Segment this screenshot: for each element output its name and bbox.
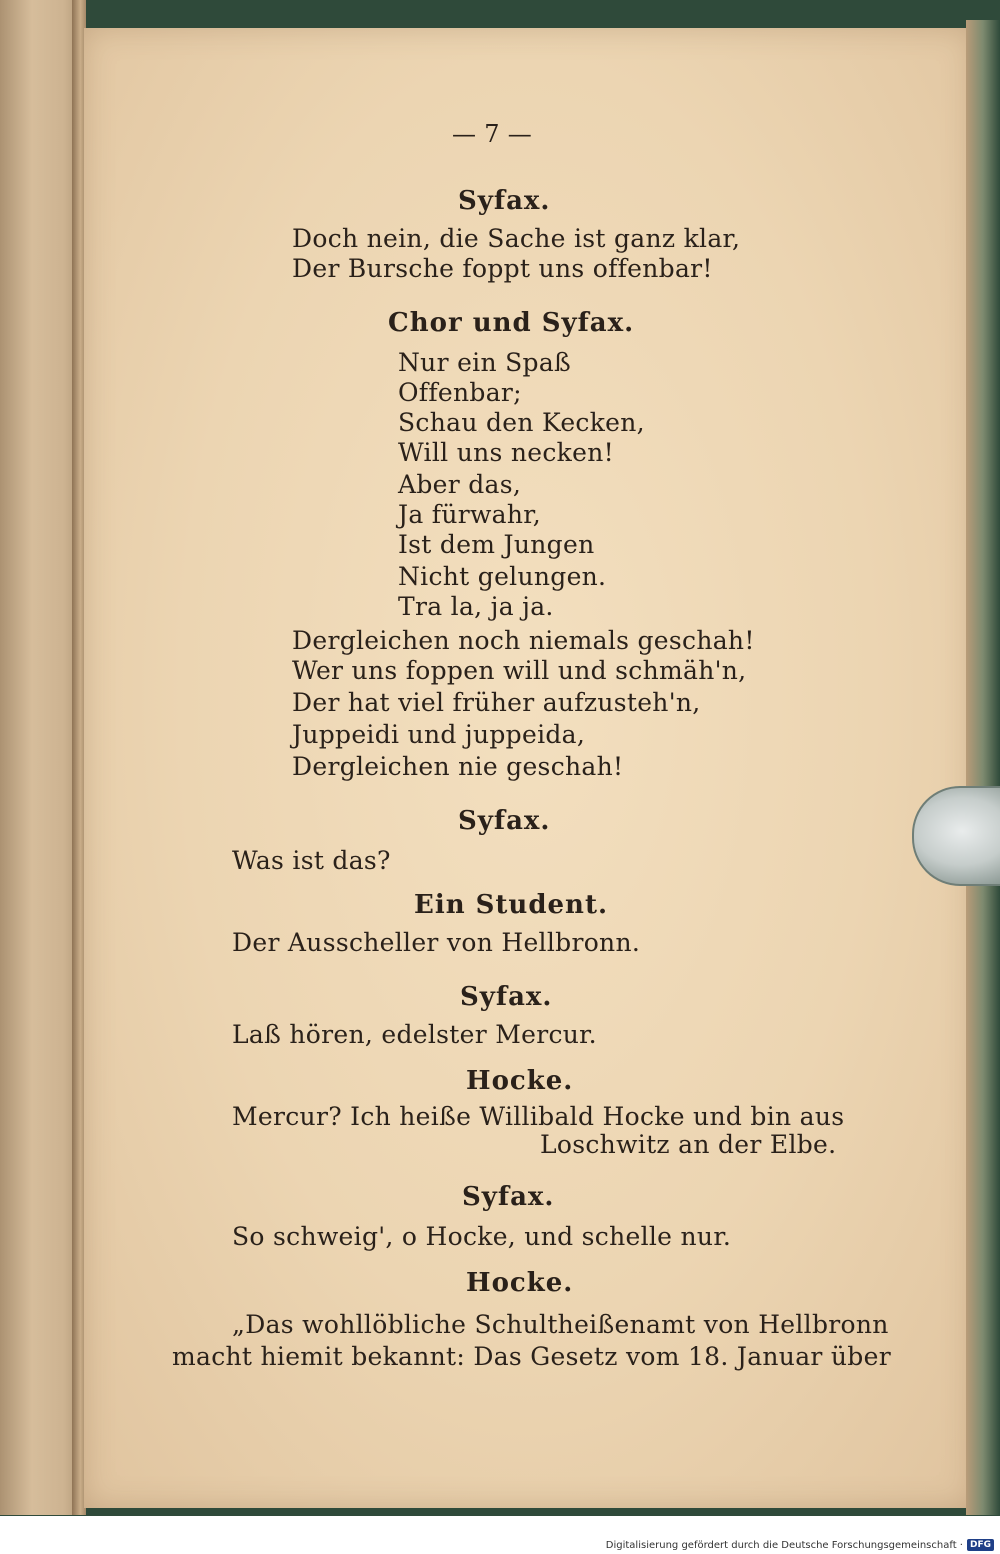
speaker-heading: Syfax.	[458, 806, 551, 836]
dialogue-line: macht hiemit bekannt: Das Gesetz vom 18. Januar über	[172, 1342, 891, 1371]
right-page-edge	[966, 20, 1000, 1515]
verse-line: Offenbar;	[398, 378, 522, 407]
dialogue-line: Der Ausscheller von Hellbronn.	[232, 928, 641, 957]
dialogue-line: So schweig', o Hocke, und schelle nur.	[232, 1222, 732, 1251]
verse-line: Der Bursche foppt uns offenbar!	[292, 254, 713, 283]
verse-line: Dergleichen nie geschah!	[292, 752, 624, 781]
speaker-heading: Hocke.	[466, 1066, 574, 1096]
verse-line: Ja fürwahr,	[398, 500, 542, 529]
speaker-heading: Ein Student.	[414, 890, 609, 920]
verse-line: Doch nein, die Sache ist ganz klar,	[292, 224, 741, 253]
speaker-heading: Syfax.	[460, 982, 553, 1012]
left-page-edge	[0, 0, 80, 1515]
page-clip	[912, 786, 1000, 886]
dialogue-line: Was ist das?	[232, 846, 391, 875]
dialogue-line: „Das wohllöbliche Schultheißenamt von Hellbronn	[232, 1310, 889, 1339]
verse-line: Nur ein Spaß	[398, 348, 572, 377]
verse-line: Juppeidi und juppeida,	[292, 720, 586, 749]
page-number: — 7 —	[452, 120, 533, 148]
verse-line: Tra la, ja ja.	[398, 592, 554, 621]
verse-line: Schau den Kecken,	[398, 408, 645, 437]
verse-line: Aber das,	[398, 470, 522, 499]
dialogue-line: Loschwitz an der Elbe.	[540, 1130, 837, 1159]
dialogue-line: Laß hören, edelster Mercur.	[232, 1020, 597, 1049]
speaker-heading: Hocke.	[466, 1268, 574, 1298]
speaker-heading: Chor und Syfax.	[388, 308, 635, 338]
verse-line: Nicht gelungen.	[398, 562, 607, 591]
credit-text: Digitalisierung gefördert durch die Deutsche Forschungsgemeinschaft ·	[605, 1539, 963, 1551]
verse-line: Will uns necken!	[398, 438, 614, 467]
verse-line: Ist dem Jungen	[398, 530, 595, 559]
verse-line: Wer uns foppen will und schmäh'n,	[292, 656, 747, 685]
dialogue-line: Mercur? Ich heiße Willibald Hocke und bin aus	[232, 1102, 845, 1131]
verse-line: Dergleichen noch niemals geschah!	[292, 626, 755, 655]
digitization-credit	[606, 1536, 994, 1554]
dfg-logo-icon: DFG	[967, 1539, 994, 1551]
speaker-heading: Syfax.	[462, 1182, 555, 1212]
speaker-heading: Syfax.	[458, 186, 551, 216]
verse-line: Der hat viel früher aufzusteh'n,	[292, 688, 701, 717]
